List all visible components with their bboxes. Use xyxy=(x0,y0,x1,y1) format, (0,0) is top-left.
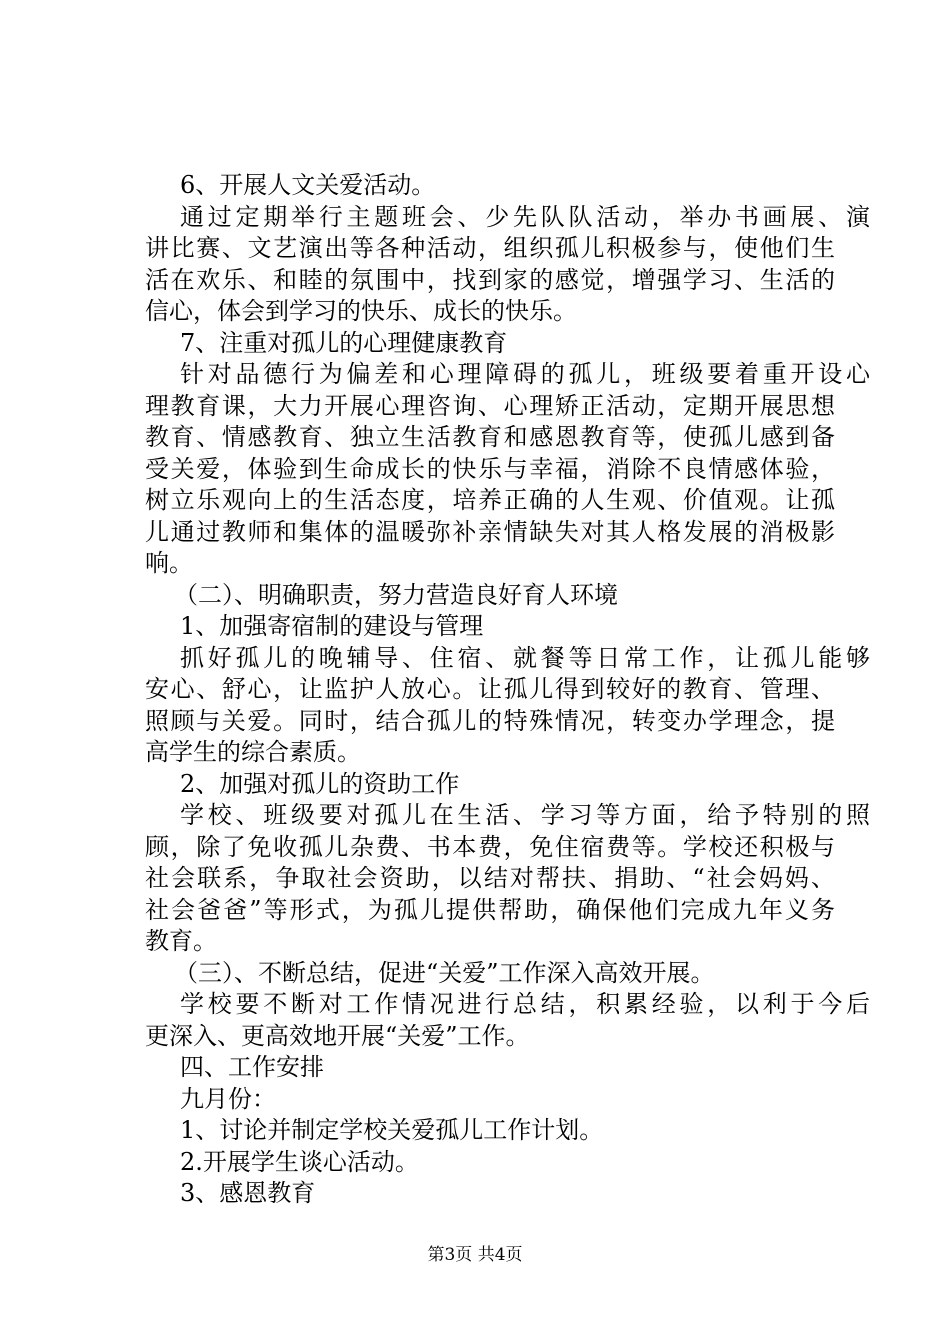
text-line: 顾，除了免收孤儿杂费、书本费，免住宿费等。学校还积极与 xyxy=(145,832,835,861)
text-line: 6、开展人文关爱活动。 xyxy=(180,171,436,199)
text-line: 受关爱，体验到生命成长的快乐与幸福，消除不良情感体验， xyxy=(145,454,835,483)
text-line: 抓好孤儿的晚辅导、住宿、就餐等日常工作，让孤儿能够 xyxy=(180,643,870,672)
text-line: 2.开展学生谈心活动。 xyxy=(180,1147,419,1176)
text-line: 树立乐观向上的生活态度，培养正确的人生观、价值观。让孤 xyxy=(145,486,835,514)
text-line: 讲比赛、文艺演出等各种活动，组织孤儿积极参与，使他们生 xyxy=(145,234,835,262)
text-line: 安心、舒心，让监护人放心。让孤儿得到较好的教育、管理、 xyxy=(145,675,835,703)
text-line: 学校要不断对工作情况进行总结，积累经验，以利于今后 xyxy=(180,990,870,1018)
text-line: 响。 xyxy=(145,549,193,577)
text-line: 7、注重对孤儿的心理健康教育 xyxy=(180,328,508,357)
text-line: 九月份： xyxy=(180,1084,276,1113)
text-line: 儿通过教师和集体的温暖弥补亲情缺失对其人格发展的消极影 xyxy=(145,517,835,546)
text-line: 教育。 xyxy=(145,927,217,955)
text-line: 3、感恩教育 xyxy=(180,1179,316,1207)
page-footer: 第3页 共4页 xyxy=(427,1245,523,1265)
text-line: 活在欢乐、和睦的氛围中，找到家的感觉，增强学习、生活的 xyxy=(145,265,835,294)
text-line: 教育、情感教育、独立生活教育和感恩教育等，使孤儿感到备 xyxy=(145,423,835,451)
text-line: 照顾与关爱。同时，结合孤儿的特殊情况，转变办学理念，提 xyxy=(145,706,835,735)
text-line: 理教育课，大力开展心理咨询、心理矫正活动，定期开展思想 xyxy=(145,391,835,420)
section-heading: （三）、不断总结，促进“关爱”工作深入高效开展。 xyxy=(174,958,715,987)
text-line: 高学生的综合素质。 xyxy=(145,738,361,766)
text-line: 通过定期举行主题班会、少先队队活动，举办书画展、演 xyxy=(180,202,870,231)
text-line: 学校、班级要对孤儿在生活、学习等方面，给予特别的照 xyxy=(180,801,870,829)
text-line: 1、讨论并制定学校关爱孤儿工作计划。 xyxy=(180,1116,604,1144)
section-heading: （二）、明确职责，努力营造良好育人环境 xyxy=(174,580,618,609)
text-line: 社会联系，争取社会资助，以结对帮扶、捐助、“社会妈妈、 xyxy=(145,864,835,892)
text-line: 社会爸爸”等形式，为孤儿提供帮助，确保他们完成九年义务 xyxy=(145,895,835,924)
text-line: 1、加强寄宿制的建设与管理 xyxy=(180,612,484,640)
text-line: 针对品德行为偏差和心理障碍的孤儿，班级要着重开设心 xyxy=(180,360,870,388)
text-line: 2、加强对孤儿的资助工作 xyxy=(180,769,460,798)
section-heading: 四、工作安排 xyxy=(180,1053,324,1081)
text-line: 更深入、更高效地开展“关爱”工作。 xyxy=(145,1021,530,1050)
text-line: 信心，体会到学习的快乐、成长的快乐。 xyxy=(145,297,577,325)
